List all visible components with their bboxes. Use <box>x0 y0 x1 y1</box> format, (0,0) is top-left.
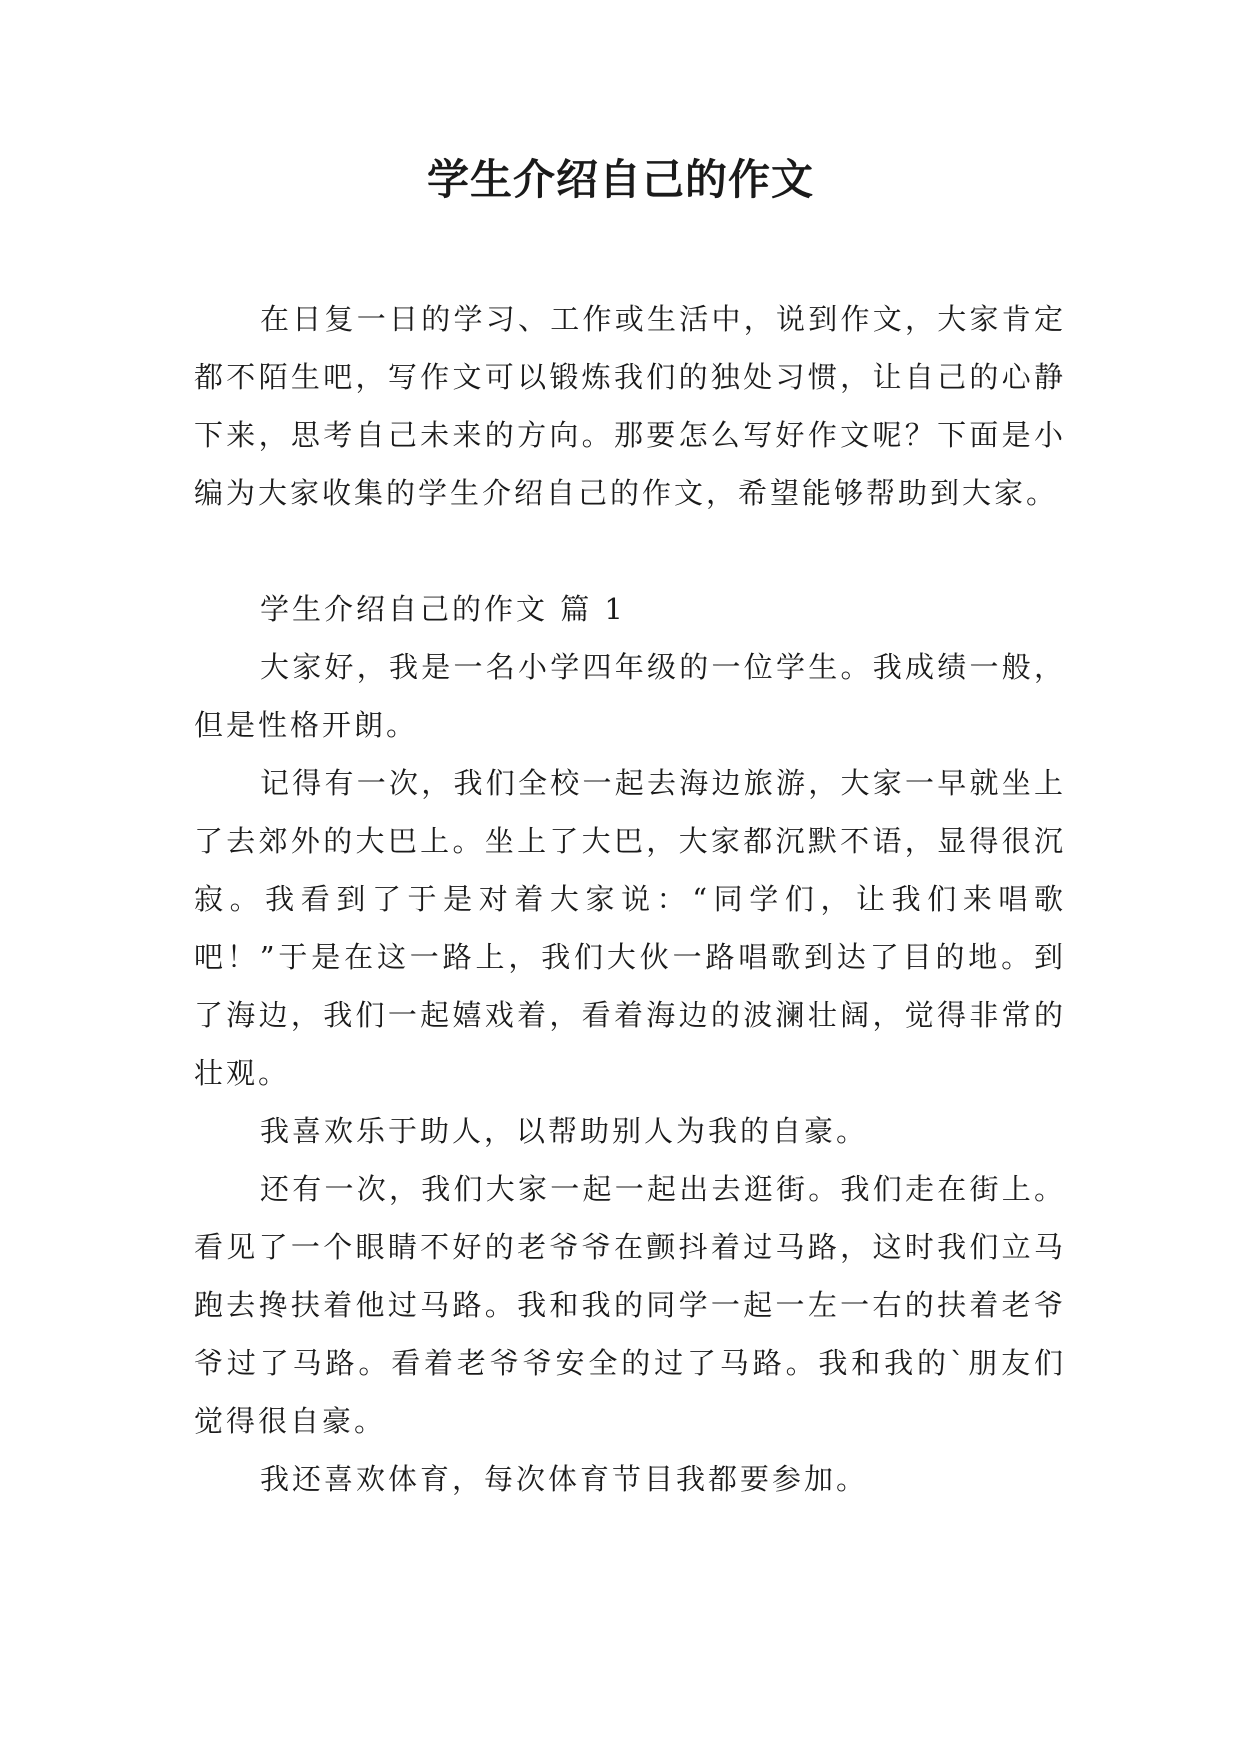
intro-paragraph: 在日复一日的学习、工作或生活中，说到作文，大家肯定都不陌生吧，写作文可以锻炼我们的独处习惯，让自己的心静下来，思考自己未来的方向。那要怎么写好作文呢？下面是小编为大家收集的学生介绍自己的作文，希望能够帮助到大家。 <box>194 302 1066 510</box>
document-title: 学生介绍自己的作文 <box>426 155 814 204</box>
body-paragraph-2: 记得有一次，我们全校一起去海边旅游，大家一早就坐上了去郊外的大巴上。坐上了大巴，大家都沉默不语，显得很沉寂。我看到了于是对着大家说：“同学们，让我们来唱歌吧！”于是在这一路上，我们大伙一路唱歌到达了目的地。到了海边，我们一起嬉戏着，看着海边的波澜壮阔，觉得非常的壮观。 <box>194 766 1066 1090</box>
document-body <box>194 290 1066 1508</box>
paragraph-gap <box>194 522 1066 580</box>
body-paragraph-1: 大家好，我是一名小学四年级的一位学生。我成绩一般，但是性格开朗。 <box>194 650 1066 742</box>
body-paragraph-3: 我喜欢乐于助人，以帮助别人为我的自豪。 <box>260 1114 869 1148</box>
body-paragraph-4: 还有一次，我们大家一起一起出去逛街。我们走在街上。看见了一个眼睛不好的老爷爷在颤抖着过马路，这时我们立马跑去搀扶着他过马路。我和我的同学一起一左一右的扶着老爷爷过了马路。看着老爷爷安全的过了马路。我和我的`朋友们觉得很自豪。 <box>194 1172 1066 1438</box>
section-heading: 学生介绍自己的作文 篇 1 <box>260 592 626 626</box>
body-paragraph-5: 我还喜欢体育，每次体育节目我都要参加。 <box>260 1462 869 1496</box>
